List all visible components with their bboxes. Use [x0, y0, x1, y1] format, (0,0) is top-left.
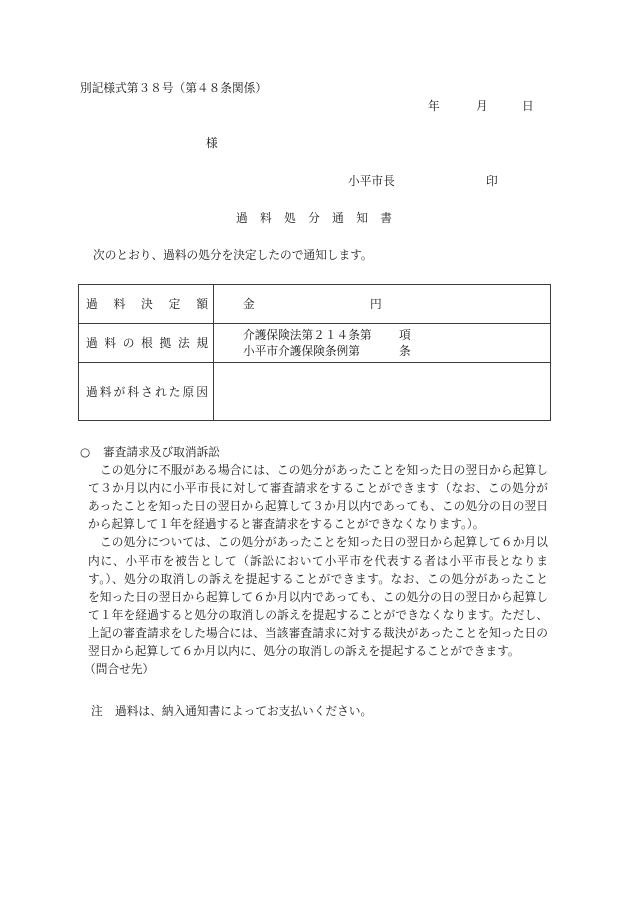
row-label-cell [79, 324, 214, 362]
row-value-cell [214, 363, 550, 420]
paragraph-line: この処分に不服がある場合には、この処分があったことを知った日の翌日から起算し [100, 463, 548, 477]
ordinance-line-prefix: 小平市介護保険条例第 [243, 344, 360, 358]
table-row-cause [79, 363, 550, 420]
date-year-label: 年 [428, 99, 440, 113]
fine-details-table [78, 284, 551, 421]
bullet-circle-icon: ○ [80, 445, 91, 459]
note-text: 過料は、納入通知書によってお支払いください。 [115, 704, 373, 718]
amount-suffix: 円 [370, 297, 382, 311]
paragraph-line: この処分については、この処分があったことを知った日の翌日から起算して６か月以 [100, 535, 548, 549]
seal-mark: 印 [486, 174, 498, 188]
paragraph-line: 上記の審査請求をした場合には、当該審査請求に対する裁決があったことを知った日の [88, 626, 548, 640]
section-heading: 審査請求及び取消訴訟 [103, 445, 220, 459]
row-label-cell [79, 363, 214, 420]
paragraph-line: て１年を経過すると処分の取消しの訴えを提起することができなくなります。ただし、 [88, 608, 548, 622]
document-title: 過料処分通知書 [236, 211, 405, 225]
table-row-legal-basis [79, 324, 550, 363]
paragraph-line: を知った日の翌日から起算して６か月以内であっても、この処分の日の翌日から起算し [88, 590, 548, 604]
row-label-cell [79, 285, 224, 323]
paragraph-line: 内に、小平市を被告として（訴訟において小平市を代表する者は小平市長となりま [88, 554, 548, 568]
ordinance-line-suffix: 条 [399, 344, 411, 358]
law-line-prefix: 介護保険法第２１４条第 [243, 328, 372, 342]
paragraph-line: す。）、処分の取消しの訴えを提起することができます。なお、この処分があったこと [88, 572, 548, 586]
paragraph-line: から起算して１年を経過すると審査請求をすることができなくなります。）。 [88, 517, 485, 531]
addressee-honorific: 様 [206, 136, 218, 150]
amount-prefix: 金 [243, 297, 255, 311]
date-day-label: 日 [522, 99, 534, 113]
row-label: 過料が科された原因 [86, 384, 211, 399]
contact-label: （問合せ先） [84, 662, 155, 676]
row-label: 過料決定額 [86, 297, 224, 311]
paragraph-line: て３か月以内に小平市長に対して審査請求をすることができます（なお、この処分が [88, 481, 548, 495]
issuer-name: 小平市長 [348, 174, 395, 188]
paragraph-line: 翌日から起算して６か月以内に、処分の取消しの訴えを提起することができます。 [88, 644, 520, 658]
row-value-cell [214, 324, 550, 362]
date-month-label: 月 [476, 99, 488, 113]
row-value-cell [214, 285, 550, 323]
form-number: 別記様式第３８号（第４８条関係） [80, 81, 268, 95]
note-marker: 注 [91, 704, 103, 718]
table-row-fine-amount [79, 285, 550, 324]
intro-text: 次のとおり、過料の処分を決定したので通知します。 [93, 248, 373, 262]
row-label: 過料の根拠法規 [86, 336, 215, 350]
law-line-suffix: 項 [399, 328, 411, 342]
paragraph-line: あったことを知った日の翌日から起算して３か月以内であっても、この処分の日の翌日 [88, 499, 548, 513]
